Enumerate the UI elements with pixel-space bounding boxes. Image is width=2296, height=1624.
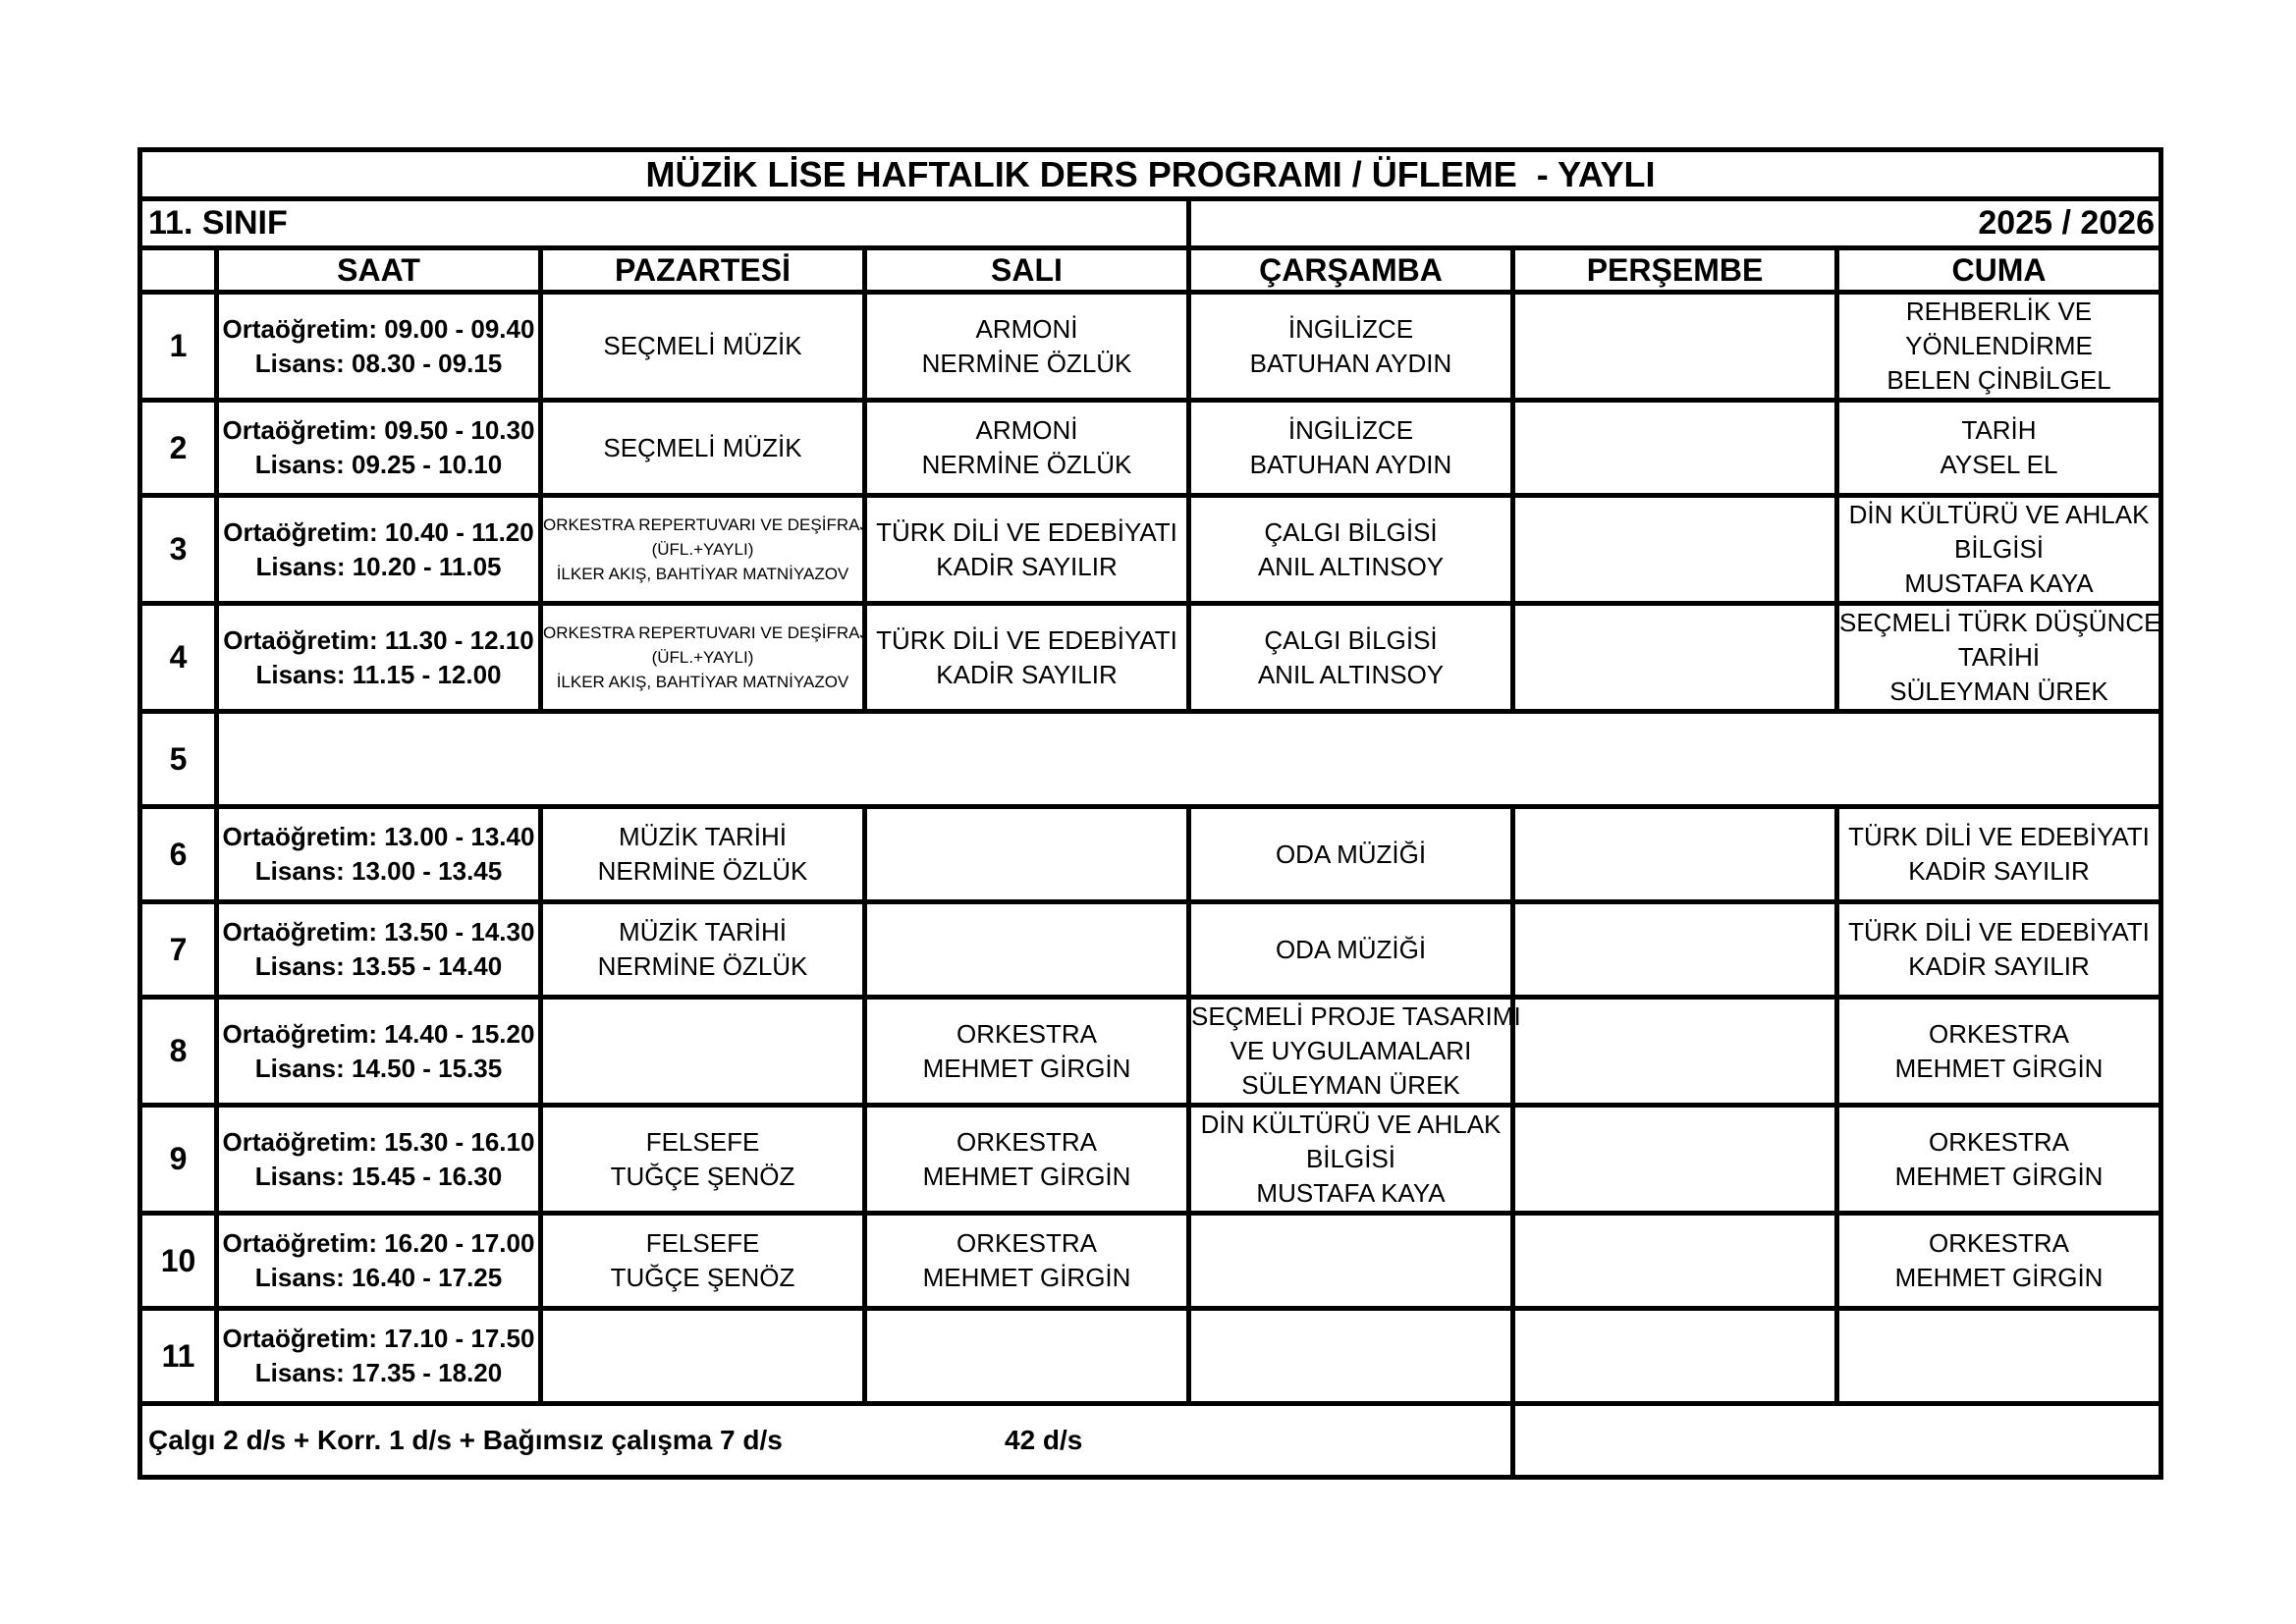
row-number: 2 xyxy=(140,401,217,496)
lesson-cell-pazartesi xyxy=(541,807,865,902)
time-cell xyxy=(217,1214,541,1309)
class-label: 11. SINIF xyxy=(140,199,1189,248)
lesson-line: BATUHAN AYDIN xyxy=(1249,348,1452,378)
lesson-cell-carsamba xyxy=(1189,401,1513,496)
lesson-cell-cuma xyxy=(1837,1214,2161,1309)
afternoon-rows xyxy=(140,807,2161,1404)
lesson-line: VE UYGULAMALARI xyxy=(1230,1036,1472,1065)
lesson-cell-carsamba xyxy=(1189,604,1513,712)
secondary-school-time: Ortaöğretim: 13.00 - 13.40 xyxy=(222,822,535,851)
row-number: 3 xyxy=(140,496,217,604)
lesson-cell-pazartesi xyxy=(541,293,865,401)
lesson-cell-carsamba xyxy=(1189,1214,1513,1309)
lesson-cell-cuma xyxy=(1837,293,2161,401)
lesson-cell-pazartesi xyxy=(541,401,865,496)
lesson-line: MÜZİK TARİHİ xyxy=(619,917,787,947)
lesson-line: (ÜFL.+YAYLI) xyxy=(651,540,754,559)
lesson-line: ORKESTRA REPERTUVARI VE DEŞİFRAJ xyxy=(543,515,868,534)
lesson-line: TÜRK DİLİ VE EDEBİYATI xyxy=(1848,822,2150,851)
undergraduate-time: Lisans: 13.55 - 14.40 xyxy=(254,951,503,981)
lesson-cell-carsamba xyxy=(1189,902,1513,998)
lesson-line: ORKESTRA REPERTUVARI VE DEŞİFRAJ xyxy=(543,623,868,642)
row-number: 4 xyxy=(140,604,217,712)
lesson-line: REHBERLİK VE xyxy=(1905,297,2093,326)
lesson-line: ORKESTRA xyxy=(956,1228,1098,1258)
secondary-school-time: Ortaöğretim: 09.50 - 10.30 xyxy=(222,415,535,445)
time-cell xyxy=(217,496,541,604)
footer-note: Çalgı 2 d/s + Korr. 1 d/s + Bağımsız çalışma 7 d/s xyxy=(140,1404,1513,1478)
row-number: 1 xyxy=(140,293,217,401)
secondary-school-time: Ortaöğretim: 16.20 - 17.00 xyxy=(222,1228,535,1258)
table-row xyxy=(140,401,2161,496)
lesson-cell-cuma xyxy=(1837,1309,2161,1404)
secondary-school-time: Ortaöğretim: 10.40 - 11.20 xyxy=(223,516,534,547)
lesson-line: ORKESTRA xyxy=(956,1126,1098,1157)
time-cell xyxy=(217,998,541,1106)
lesson-line: AYSEL EL xyxy=(1940,450,2058,479)
lesson-line: BİLGİSİ xyxy=(1305,1144,1396,1173)
footer-total-text: 42 d/s xyxy=(1005,1425,1083,1455)
column-header-row xyxy=(140,248,2161,293)
lesson-cell-carsamba xyxy=(1189,1106,1513,1214)
lesson-line: MEHMET GİRGİN xyxy=(1894,1053,2104,1083)
lesson-line: YÖNLENDİRME xyxy=(1905,331,2093,360)
undergraduate-time: Lisans: 13.00 - 13.45 xyxy=(254,856,503,886)
lesson-cell-persembe xyxy=(1513,807,1837,902)
lesson-line: ORKESTRA xyxy=(1928,1018,2070,1049)
lesson-cell-sali xyxy=(865,293,1189,401)
lesson-line: ORKESTRA xyxy=(1928,1228,2070,1258)
undergraduate-time: Lisans: 16.40 - 17.25 xyxy=(254,1263,503,1292)
footer-total xyxy=(1005,1404,2161,1478)
lesson-line: MÜZİK TARİHİ xyxy=(619,822,787,851)
lesson-line: MUSTAFA KAYA xyxy=(1904,568,2094,598)
lesson-line: MEHMET GİRGİN xyxy=(1894,1263,2104,1292)
table-row xyxy=(140,604,2161,712)
column-header-pazartesi: PAZARTESİ xyxy=(541,248,865,293)
undergraduate-time: Lisans: 11.15 - 12.00 xyxy=(255,659,502,689)
secondary-school-time: Ortaöğretim: 09.00 - 09.40 xyxy=(222,313,535,344)
secondary-school-time: Ortaöğretim: 17.10 - 17.50 xyxy=(222,1324,535,1353)
undergraduate-time: Lisans: 10.20 - 11.05 xyxy=(255,551,502,581)
time-cell xyxy=(217,293,541,401)
lesson-line: MEHMET GİRGİN xyxy=(922,1053,1131,1083)
table-row xyxy=(140,807,2161,902)
row-number: 9 xyxy=(140,1106,217,1214)
row-number: 11 xyxy=(140,1309,217,1404)
lesson-line: FELSEFE xyxy=(645,1126,760,1157)
lesson-cell-persembe xyxy=(1513,293,1837,401)
column-header-sali: SALI xyxy=(865,248,1189,293)
undergraduate-time: Lisans: 15.45 - 16.30 xyxy=(254,1161,503,1191)
secondary-school-time: Ortaöğretim: 14.40 - 15.20 xyxy=(222,1018,535,1049)
lesson-cell-sali xyxy=(865,807,1189,902)
lesson-line: MEHMET GİRGİN xyxy=(922,1263,1131,1292)
lesson-cell-pazartesi xyxy=(541,1214,865,1309)
lesson-line: KADİR SAYILIR xyxy=(1908,951,2090,981)
page-title xyxy=(140,150,2161,199)
lesson-line: MUSTAFA KAYA xyxy=(1256,1178,1446,1208)
lesson-line: İLKER AKIŞ, BAHTİYAR MATNİYAZOV xyxy=(556,565,849,583)
lesson-line: SEÇMELİ TÜRK DÜŞÜNCE xyxy=(1839,608,2161,637)
table-row xyxy=(140,998,2161,1106)
lesson-line: DİN KÜLTÜRÜ VE AHLAK xyxy=(1200,1110,1502,1139)
lesson-cell-persembe xyxy=(1513,1106,1837,1214)
lesson-cell-pazartesi xyxy=(541,902,865,998)
lesson-line: BELEN ÇİNBİLGEL xyxy=(1886,365,2111,395)
lesson-line: ÇALGI BİLGİSİ xyxy=(1264,624,1438,655)
secondary-school-time: Ortaöğretim: 15.30 - 16.10 xyxy=(222,1126,535,1157)
lesson-cell-pazartesi xyxy=(541,998,865,1106)
time-cell xyxy=(217,1309,541,1404)
undergraduate-time: Lisans: 09.25 - 10.10 xyxy=(254,450,503,479)
lesson-line: ORKESTRA xyxy=(956,1018,1098,1049)
lesson-line: DİN KÜLTÜRÜ VE AHLAK xyxy=(1848,500,2150,529)
lesson-cell-sali xyxy=(865,902,1189,998)
time-cell xyxy=(217,807,541,902)
row-number: 10 xyxy=(140,1214,217,1309)
time-cell xyxy=(217,902,541,998)
lesson-cell-carsamba xyxy=(1189,1309,1513,1404)
lesson-cell-sali xyxy=(865,1309,1189,1404)
lesson-cell-carsamba xyxy=(1189,998,1521,1106)
lesson-cell-sali xyxy=(865,604,1189,712)
lesson-line: NERMİNE ÖZLÜK xyxy=(597,856,808,886)
column-header-persembe: PERŞEMBE xyxy=(1513,248,1837,293)
lesson-line: KADİR SAYILIR xyxy=(936,659,1118,689)
lesson-line: ODA MÜZİĞİ xyxy=(1275,934,1427,964)
table-row xyxy=(140,1309,2161,1404)
undergraduate-time: Lisans: 14.50 - 15.35 xyxy=(254,1053,503,1083)
lesson-cell-sali xyxy=(865,1214,1189,1309)
lesson-cell-pazartesi xyxy=(541,1106,865,1214)
lunch-row-number: 5 xyxy=(140,712,217,807)
column-header-carsamba: ÇARŞAMBA xyxy=(1189,248,1513,293)
undergraduate-time: Lisans: 17.35 - 18.20 xyxy=(254,1358,503,1387)
lesson-line: ARMONİ xyxy=(975,415,1078,445)
lesson-cell-sali xyxy=(865,401,1189,496)
lesson-cell-sali xyxy=(865,1106,1189,1214)
lesson-line: SEÇMELİ MÜZİK xyxy=(603,331,802,360)
lesson-line: (ÜFL.+YAYLI) xyxy=(651,648,754,667)
lesson-line: BATUHAN AYDIN xyxy=(1249,450,1452,479)
secondary-school-time: Ortaöğretim: 11.30 - 12.10 xyxy=(223,624,534,655)
lunch-row-empty xyxy=(217,712,2161,807)
lesson-cell-pazartesi xyxy=(541,604,868,712)
row-number: 6 xyxy=(140,807,217,902)
secondary-school-time: Ortaöğretim: 13.50 - 14.30 xyxy=(222,917,535,947)
lesson-line: TÜRK DİLİ VE EDEBİYATI xyxy=(876,624,1177,655)
table-row xyxy=(140,902,2161,998)
lesson-cell-persembe xyxy=(1513,1309,1837,1404)
lesson-line: SEÇMELİ PROJE TASARIMI xyxy=(1191,1001,1521,1031)
lesson-cell-persembe xyxy=(1513,1214,1837,1309)
lesson-line: TÜRK DİLİ VE EDEBİYATI xyxy=(1848,917,2150,947)
lesson-cell-persembe xyxy=(1513,496,1837,604)
time-cell xyxy=(217,1106,541,1214)
lesson-cell-cuma xyxy=(1837,1106,2161,1214)
lesson-line: FELSEFE xyxy=(645,1228,760,1258)
lesson-cell-persembe xyxy=(1513,401,1837,496)
lesson-line: MEHMET GİRGİN xyxy=(922,1161,1131,1191)
lesson-line: KADİR SAYILIR xyxy=(1908,856,2090,886)
lesson-line: ANIL ALTINSOY xyxy=(1257,551,1445,581)
lesson-cell-carsamba xyxy=(1189,807,1513,902)
lesson-line: TUĞÇE ŞENÖZ xyxy=(610,1263,795,1292)
table-row xyxy=(140,1214,2161,1309)
lesson-line: SEÇMELİ MÜZİK xyxy=(603,432,802,462)
lesson-cell-pazartesi xyxy=(541,496,868,604)
lesson-line: TÜRK DİLİ VE EDEBİYATI xyxy=(876,516,1177,547)
lesson-line: SÜLEYMAN ÜREK xyxy=(1241,1070,1460,1100)
lesson-cell-cuma xyxy=(1837,807,2161,902)
lesson-line: NERMİNE ÖZLÜK xyxy=(921,450,1132,479)
lesson-line: ARMONİ xyxy=(975,313,1078,344)
academic-year: 2025 / 2026 xyxy=(1189,199,2161,248)
schedule-sheet xyxy=(137,147,2159,1480)
lesson-cell-persembe xyxy=(1513,902,1837,998)
column-header-cuma: CUMA xyxy=(1837,248,2161,293)
schedule-table xyxy=(137,147,2163,1480)
lesson-line: NERMİNE ÖZLÜK xyxy=(597,951,808,981)
lesson-line: KADİR SAYILIR xyxy=(936,551,1118,581)
lesson-line: İNGİLİZCE xyxy=(1287,313,1414,344)
lesson-line: TARİH xyxy=(1961,415,2037,445)
time-cell xyxy=(217,401,541,496)
lesson-cell-carsamba xyxy=(1189,496,1513,604)
morning-rows xyxy=(140,293,2161,712)
lesson-line: NERMİNE ÖZLÜK xyxy=(921,348,1132,378)
lunch-break xyxy=(140,712,2161,807)
lesson-cell-carsamba xyxy=(1189,293,1513,401)
lesson-line: ÇALGI BİLGİSİ xyxy=(1264,516,1438,547)
lesson-line: BİLGİSİ xyxy=(1953,534,2045,564)
row-number: 8 xyxy=(140,998,217,1106)
lesson-line: İLKER AKIŞ, BAHTİYAR MATNİYAZOV xyxy=(556,673,849,691)
lesson-line: TARİHİ xyxy=(1957,642,2041,672)
table-row xyxy=(140,1106,2161,1214)
lesson-cell-cuma xyxy=(1837,998,2161,1106)
lesson-cell-cuma xyxy=(1837,401,2161,496)
table-row xyxy=(140,496,2161,604)
lesson-line: TUĞÇE ŞENÖZ xyxy=(610,1161,795,1191)
lesson-line: ODA MÜZİĞİ xyxy=(1275,839,1427,869)
undergraduate-time: Lisans: 08.30 - 09.15 xyxy=(254,348,503,378)
lesson-cell-pazartesi xyxy=(541,1309,865,1404)
lesson-cell-cuma xyxy=(1837,496,2161,604)
lesson-line: MEHMET GİRGİN xyxy=(1894,1161,2104,1191)
lesson-cell-persembe xyxy=(1513,998,1837,1106)
column-header-saat: SAAT xyxy=(217,248,541,293)
lesson-cell-persembe xyxy=(1513,604,1837,712)
time-cell xyxy=(217,604,541,712)
lesson-cell-cuma xyxy=(1837,604,2161,712)
lesson-line: İNGİLİZCE xyxy=(1287,415,1414,445)
lesson-cell-sali xyxy=(865,998,1189,1106)
column-header-number xyxy=(140,248,217,293)
lesson-line: ORKESTRA xyxy=(1928,1126,2070,1157)
row-number: 7 xyxy=(140,902,217,998)
lesson-cell-sali xyxy=(865,496,1189,604)
lesson-cell-cuma xyxy=(1837,902,2161,998)
title-text: MÜZİK LİSE HAFTALIK DERS PROGRAMI / ÜFLEME - YAYLI xyxy=(645,153,1656,194)
table-row xyxy=(140,293,2161,401)
lesson-line: SÜLEYMAN ÜREK xyxy=(1889,677,2108,706)
lesson-line: ANIL ALTINSOY xyxy=(1257,659,1445,689)
